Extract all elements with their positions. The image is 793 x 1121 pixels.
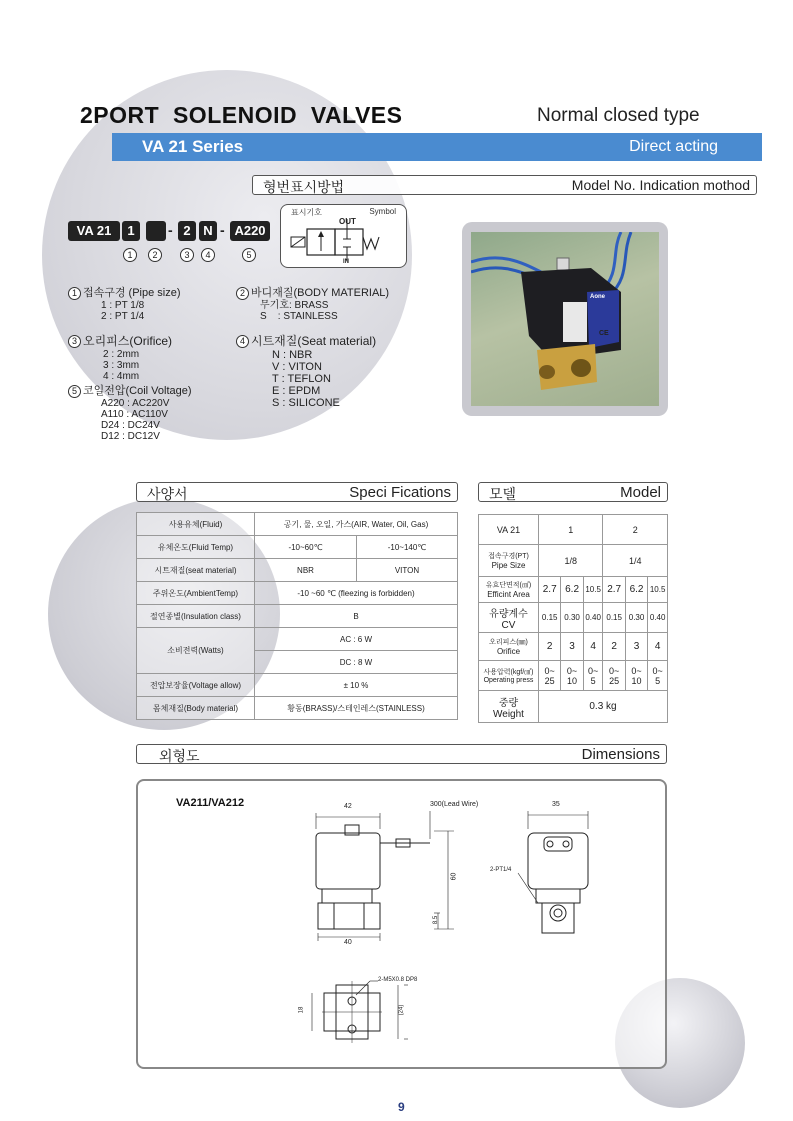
spec-value: -10~60℃ (255, 536, 357, 559)
model-cell: 0~ 5 (648, 661, 668, 691)
code-seat: N (199, 221, 217, 241)
option-line: S : SILICONE (272, 397, 340, 409)
photo-ce-label: CE (599, 330, 609, 337)
dimensions-heading (136, 744, 667, 764)
model-cell: 0.15 (539, 603, 561, 633)
table-row (479, 691, 668, 723)
model-cell: 1 (539, 515, 603, 545)
option-pipe-size (68, 284, 181, 322)
specifications-ko: 사양서 (147, 486, 188, 502)
code-pipe: 1 (122, 221, 140, 241)
spec-value: AC : 6 W (255, 628, 458, 651)
dim-label-40: 40 (344, 939, 352, 946)
model-label-ko: 중량 (498, 697, 519, 709)
option-number: 5 (68, 385, 81, 398)
model-cell: 0~ 10 (625, 661, 647, 691)
model-table (478, 514, 668, 723)
spec-value: DC : 8 W (255, 651, 458, 674)
dimensions-drawing-frame (136, 779, 667, 1069)
option-number: 4 (236, 335, 249, 348)
option-title: 바디재질(BODY MATERIAL) (251, 287, 390, 299)
option-line: 4 : 4mm (103, 371, 140, 382)
dimensions-en: Dimensions (581, 746, 660, 763)
model-cell: 6.2 (625, 577, 647, 603)
symbol-label-en: Symbol (369, 207, 396, 216)
specifications-en: Speci Fications (349, 484, 451, 501)
model-label (479, 691, 539, 723)
model-cell: 1/8 (539, 545, 603, 577)
code-number-5: 5 (242, 248, 256, 262)
option-line: S : STAINLESS (260, 311, 338, 322)
model-label (479, 577, 539, 603)
model-cell: 2.7 (603, 577, 625, 603)
code-number-1: 1 (123, 248, 137, 262)
model-cell: 0.40 (648, 603, 668, 633)
model-label-ko: 오리피스(㎜) (489, 639, 528, 646)
spec-label: 절연종별(Insulation class) (137, 605, 255, 628)
model-label (479, 633, 539, 661)
model-cell: 0~ 25 (539, 661, 561, 691)
spec-label: 소비전력(Watts) (137, 628, 255, 674)
spec-label: 전압보장율(Voltage allow) (137, 674, 255, 697)
dim-label-8-5: 8.5 (433, 915, 440, 925)
option-seat-material (236, 332, 376, 409)
option-line: A220 : AC220V (101, 398, 170, 409)
specifications-table (136, 512, 458, 720)
code-prefix: VA 21 (68, 221, 120, 241)
valve-type: Normal closed type (537, 105, 700, 126)
spec-value: 황동(BRASS)/스테인레스(STAINLESS) (255, 697, 458, 720)
option-title: 오리피스(Orifice) (83, 334, 173, 348)
option-orifice (68, 332, 172, 382)
dim-label-60: 60 (450, 872, 458, 881)
dim-label-m5: 2-M5X0.8 DP8 (378, 977, 418, 983)
spec-value: -10 ~60 ℃ (fleezing is forbidden) (255, 582, 458, 605)
table-row (137, 605, 458, 628)
table-row (137, 674, 458, 697)
code-number-2: 2 (148, 248, 162, 262)
spec-value: -10~140℃ (357, 536, 458, 559)
dimensions-ko: 외형도 (159, 748, 200, 764)
option-title: 시트재질(Seat material) (251, 334, 377, 348)
table-row (137, 513, 458, 536)
spec-value: ± 10 % (255, 674, 458, 697)
model-label-en: CV (501, 619, 516, 631)
option-number: 3 (68, 335, 81, 348)
table-row (137, 582, 458, 605)
code-number-4: 4 (201, 248, 215, 262)
model-en: Model (620, 484, 661, 501)
model-cell: 0~ 10 (561, 661, 583, 691)
code-orifice: 2 (178, 221, 196, 241)
model-label-ko: 유량계수 (489, 608, 528, 620)
model-indication-heading (252, 175, 757, 195)
model-cell: 0.15 (603, 603, 625, 633)
code-dash-1: - (168, 222, 173, 238)
option-line: D12 : DC12V (101, 431, 160, 442)
model-cell: 1/4 (603, 545, 668, 577)
model-indication-en: Model No. Indication mothod (571, 177, 750, 193)
model-label-ko: 사용압력(kgf/㎠) (483, 669, 534, 676)
code-dash-2: - (220, 222, 225, 238)
spec-label: 시트재질(seat material) (137, 559, 255, 582)
model-label-ko: 접속구경(PT) (488, 553, 529, 560)
option-line: V : VITON (272, 361, 322, 373)
specifications-heading (136, 482, 458, 502)
model-cell: 0.30 (561, 603, 583, 633)
photo-brand-label: Aone (590, 294, 605, 300)
option-title: 접속구경 (Pipe size) (83, 287, 181, 299)
model-label-en: Pipe Size (491, 561, 526, 570)
series-bar (112, 133, 762, 161)
option-number: 1 (68, 287, 81, 300)
code-number-3: 3 (180, 248, 194, 262)
series-name: VA 21 Series (142, 137, 244, 156)
spec-value: VITON (357, 559, 458, 582)
dim-label-18: 18 (298, 1006, 305, 1014)
model-cell: 2.7 (539, 577, 561, 603)
model-cell: 0~ 25 (603, 661, 625, 691)
option-body-material (236, 284, 389, 322)
table-row (479, 545, 668, 577)
table-row (479, 603, 668, 633)
model-cell: 2 (603, 633, 625, 661)
model-label (479, 661, 539, 691)
symbol-out-label: OUT (339, 217, 356, 226)
model-label-en: Weight (493, 708, 524, 720)
model-cell: VA 21 (479, 515, 539, 545)
dim-label-lead-wire: 300(Lead Wire) (430, 801, 479, 808)
spec-label: 유체온도(Fluid Temp) (137, 536, 255, 559)
model-cell: 10.5 (583, 577, 603, 603)
dim-label-24: (24) (398, 1004, 405, 1016)
model-cell: 4 (648, 633, 668, 661)
model-label-en: Operating press (483, 677, 534, 684)
model-cell: 3 (625, 633, 647, 661)
option-number: 2 (236, 287, 249, 300)
model-cell: 0~ 5 (583, 661, 603, 691)
product-photo-frame (462, 222, 668, 416)
model-cell: 0.3 kg (539, 691, 668, 723)
option-coil-voltage (68, 382, 192, 442)
model-label-en: Orifice (496, 647, 521, 656)
spec-value: 공기, 물, 오일, 가스(AIR, Water, Oil, Gas) (255, 513, 458, 536)
table-row (137, 697, 458, 720)
model-cell: 3 (561, 633, 583, 661)
table-row (479, 661, 668, 691)
model-cell: 6.2 (561, 577, 583, 603)
series-description: Direct acting (629, 138, 718, 155)
option-line: 2 : 2mm (103, 349, 140, 360)
page-title: 2PORT SOLENOID VALVES (80, 102, 403, 128)
dimension-drawing-icon (138, 781, 665, 1067)
code-voltage: A220 (230, 221, 270, 241)
valve-symbol-box (280, 204, 407, 268)
model-cell: 10.5 (648, 577, 668, 603)
code-body (146, 221, 166, 241)
table-row (479, 577, 668, 603)
spec-label: 사용유체(Fluid) (137, 513, 255, 536)
dimensions-model-name: VA211/VA212 (176, 797, 245, 809)
option-line: D24 : DC24V (101, 420, 160, 431)
option-line: E : EPDM (272, 385, 321, 397)
spec-value: NBR (255, 559, 357, 582)
symbol-label-ko: 표시기호 (291, 208, 322, 217)
option-title: 코일전압(Coil Voltage) (83, 385, 192, 397)
option-line: T : TEFLON (272, 373, 331, 385)
model-label (479, 545, 539, 577)
option-line: N : NBR (272, 349, 313, 361)
page-number: 9 (398, 1100, 405, 1114)
solenoid-valve-photo-icon (471, 232, 659, 406)
option-line: 무기호: BRASS (260, 300, 329, 311)
spec-value: B (255, 605, 458, 628)
spec-label: 몸체재질(Body material) (137, 697, 255, 720)
model-label-ko: 유효단면적(㎠) (485, 582, 532, 589)
table-row (137, 559, 458, 582)
model-label-en: Efficint Area (487, 590, 530, 599)
dim-label-pt: 2-PT1/4 (490, 867, 512, 873)
model-cell: 4 (583, 633, 603, 661)
model-cell: 2 (539, 633, 561, 661)
table-row (137, 628, 458, 651)
option-line: 3 : 3mm (103, 360, 140, 371)
option-line: 2 : PT 1/4 (101, 311, 145, 322)
product-photo (471, 232, 659, 406)
option-line: A110 : AC110V (101, 409, 168, 420)
dim-label-35: 35 (552, 801, 560, 808)
table-row (479, 633, 668, 661)
model-cell: 0.40 (583, 603, 603, 633)
dim-label-42: 42 (344, 803, 352, 810)
model-cell: 2 (603, 515, 668, 545)
model-indication-ko: 형번표시방법 (263, 179, 345, 195)
model-ko: 모델 (489, 486, 517, 502)
table-row (479, 515, 668, 545)
table-row (137, 536, 458, 559)
symbol-in-label: IN (343, 259, 349, 265)
spec-label: 주위온도(AmbientTemp) (137, 582, 255, 605)
model-heading (478, 482, 668, 502)
model-cell: 0.30 (625, 603, 647, 633)
option-line: 1 : PT 1/8 (101, 300, 145, 311)
model-label (479, 603, 539, 633)
